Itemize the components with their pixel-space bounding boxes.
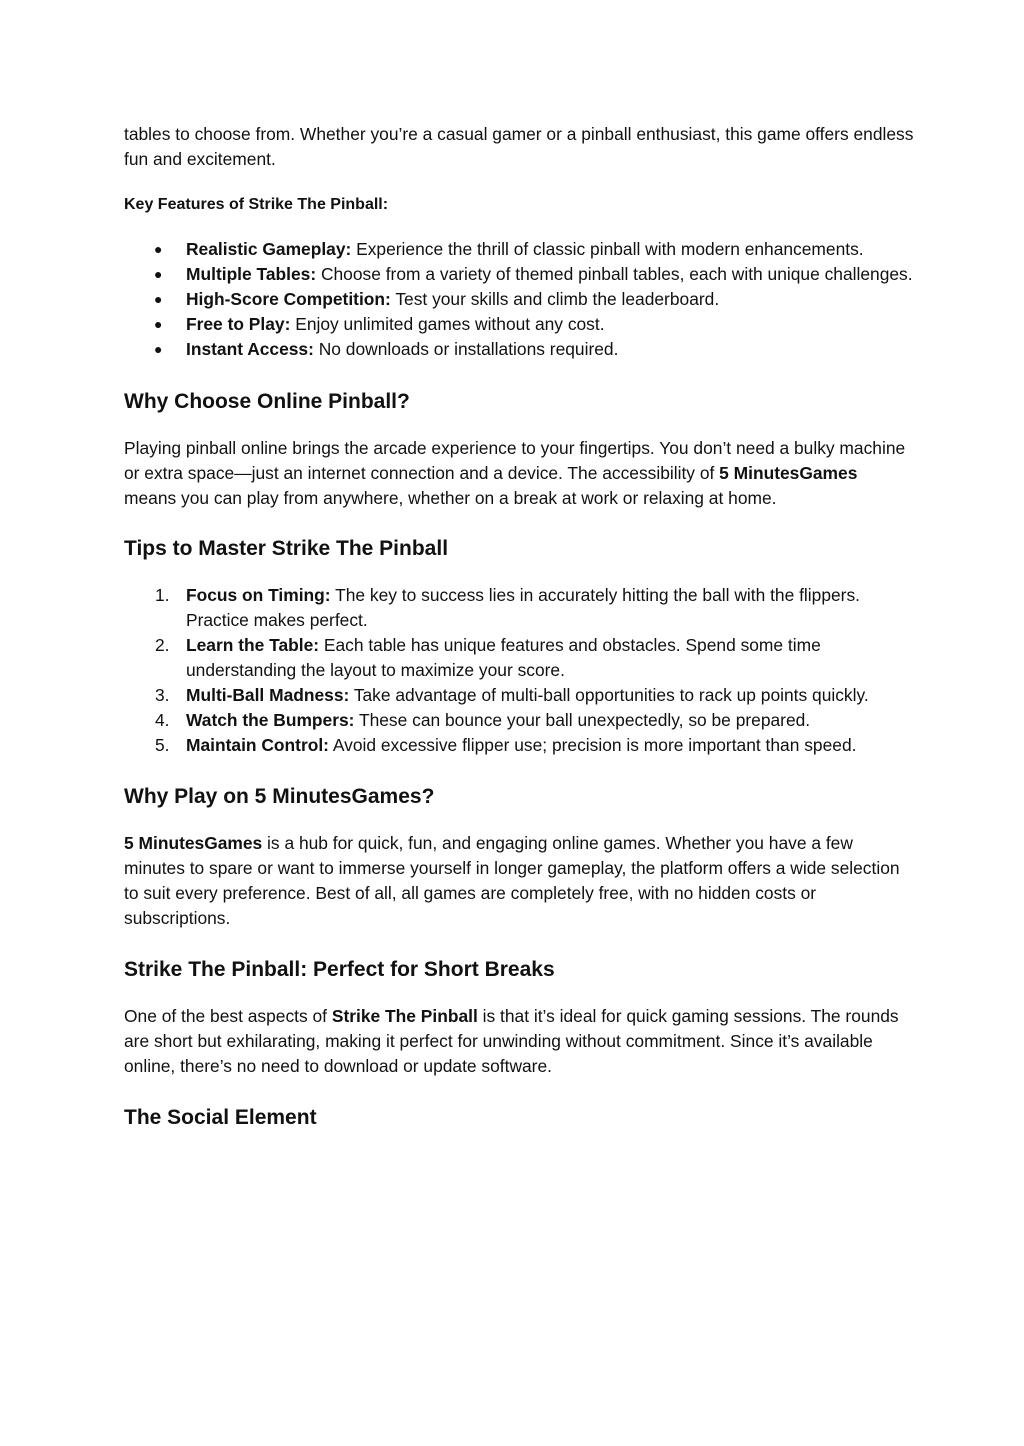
feature-label: Multiple Tables: bbox=[186, 264, 317, 284]
tip-text: Avoid excessive flipper use; precision is more important than speed. bbox=[328, 735, 857, 755]
list-number: 4. bbox=[155, 710, 170, 730]
heading-why-5-minutes-games: Why Play on 5 MinutesGames? bbox=[124, 785, 435, 808]
paragraph-text: Playing pinball online brings the arcade experience to your fingertips. You don’t need a bulky machine or extra space—just an internet connection and a device. The accessibility of bbox=[124, 438, 906, 483]
list-number: 1. bbox=[155, 585, 170, 605]
heading-tips: Tips to Master Strike The Pinball bbox=[124, 537, 449, 560]
features-title: Key Features of Strike The Pinball: bbox=[124, 196, 389, 213]
tip-label: Focus on Timing: bbox=[186, 585, 331, 605]
paragraph-text: is a hub for quick, fun, and engaging online games. Whether you have a few minutes to spare or want to immerse yourself in longer gameplay, the platform offers a wide selection to suit every preference. Best of all, all games are completely free, with no hidden costs or subscriptions. bbox=[124, 833, 900, 928]
paragraph-text: is that it’s ideal for quick gaming sessions. The rounds are short but exhilarating, making it perfect for unwinding without commitment. Since it’s available online, there’s no need to download or update software. bbox=[124, 1006, 899, 1076]
brand-name: 5 MinutesGames bbox=[719, 463, 858, 483]
bullet-icon: ● bbox=[154, 316, 163, 332]
brand-name: 5 MinutesGames bbox=[124, 833, 263, 853]
feature-text: Choose from a variety of themed pinball tables, each with unique challenges. bbox=[316, 264, 913, 284]
feature-label: Free to Play: bbox=[186, 314, 291, 334]
list-item bbox=[124, 337, 914, 362]
tip-label: Watch the Bumpers: bbox=[186, 710, 355, 730]
tips-list bbox=[124, 583, 914, 758]
list-item bbox=[124, 312, 914, 337]
tip-text: Take advantage of multi-ball opportunities to rack up points quickly. bbox=[349, 685, 869, 705]
feature-text: Enjoy unlimited games without any cost. bbox=[290, 314, 605, 334]
bullet-icon: ● bbox=[154, 341, 163, 357]
feature-text: No downloads or installations required. bbox=[313, 339, 619, 359]
list-number: 5. bbox=[155, 735, 170, 755]
feature-text: Test your skills and climb the leaderboard. bbox=[390, 289, 720, 309]
paragraph-text: means you can play from anywhere, whether on a break at work or relaxing at home. bbox=[124, 488, 777, 508]
list-number: 3. bbox=[155, 685, 170, 705]
tip-label: Multi-Ball Madness: bbox=[186, 685, 350, 705]
tip-text: Each table has unique features and obstacles. Spend some time understanding the layout to maximize your score. bbox=[186, 635, 821, 680]
list-item bbox=[124, 733, 914, 758]
short-breaks-paragraph bbox=[124, 1004, 914, 1079]
list-number: 2. bbox=[155, 635, 170, 655]
list-item bbox=[124, 237, 914, 262]
paragraph-text: One of the best aspects of bbox=[124, 1006, 332, 1026]
bullet-icon: ● bbox=[154, 241, 163, 257]
feature-label: Instant Access: bbox=[186, 339, 314, 359]
heading-why-online: Why Choose Online Pinball? bbox=[124, 390, 410, 413]
feature-label: Realistic Gameplay: bbox=[186, 239, 352, 259]
tip-label: Learn the Table: bbox=[186, 635, 320, 655]
tip-label: Maintain Control: bbox=[186, 735, 329, 755]
list-item bbox=[124, 633, 914, 683]
list-item bbox=[124, 708, 914, 733]
intro-paragraph: tables to choose from. Whether you’re a casual gamer or a pinball enthusiast, this game offers endless fun and excitement. bbox=[124, 124, 914, 169]
heading-short-breaks: Strike The Pinball: Perfect for Short Breaks bbox=[124, 958, 555, 981]
document-page bbox=[124, 122, 914, 1132]
heading-social-element: The Social Element bbox=[124, 1106, 317, 1129]
bullet-icon: ● bbox=[154, 291, 163, 307]
list-item bbox=[124, 262, 914, 287]
tip-text: The key to success lies in accurately hitting the ball with the flippers. Practice makes perfect. bbox=[186, 585, 860, 630]
features-list bbox=[124, 237, 914, 362]
feature-text: Experience the thrill of classic pinball with modern enhancements. bbox=[351, 239, 864, 259]
bullet-icon: ● bbox=[154, 266, 163, 282]
feature-label: High-Score Competition: bbox=[186, 289, 391, 309]
list-item bbox=[124, 683, 914, 708]
tip-text: These can bounce your ball unexpectedly, so be prepared. bbox=[354, 710, 811, 730]
game-name: Strike The Pinball bbox=[331, 1006, 478, 1026]
list-item bbox=[124, 287, 914, 312]
why-5mg-paragraph bbox=[124, 831, 914, 931]
list-item bbox=[124, 583, 914, 633]
why-online-paragraph bbox=[124, 436, 914, 511]
